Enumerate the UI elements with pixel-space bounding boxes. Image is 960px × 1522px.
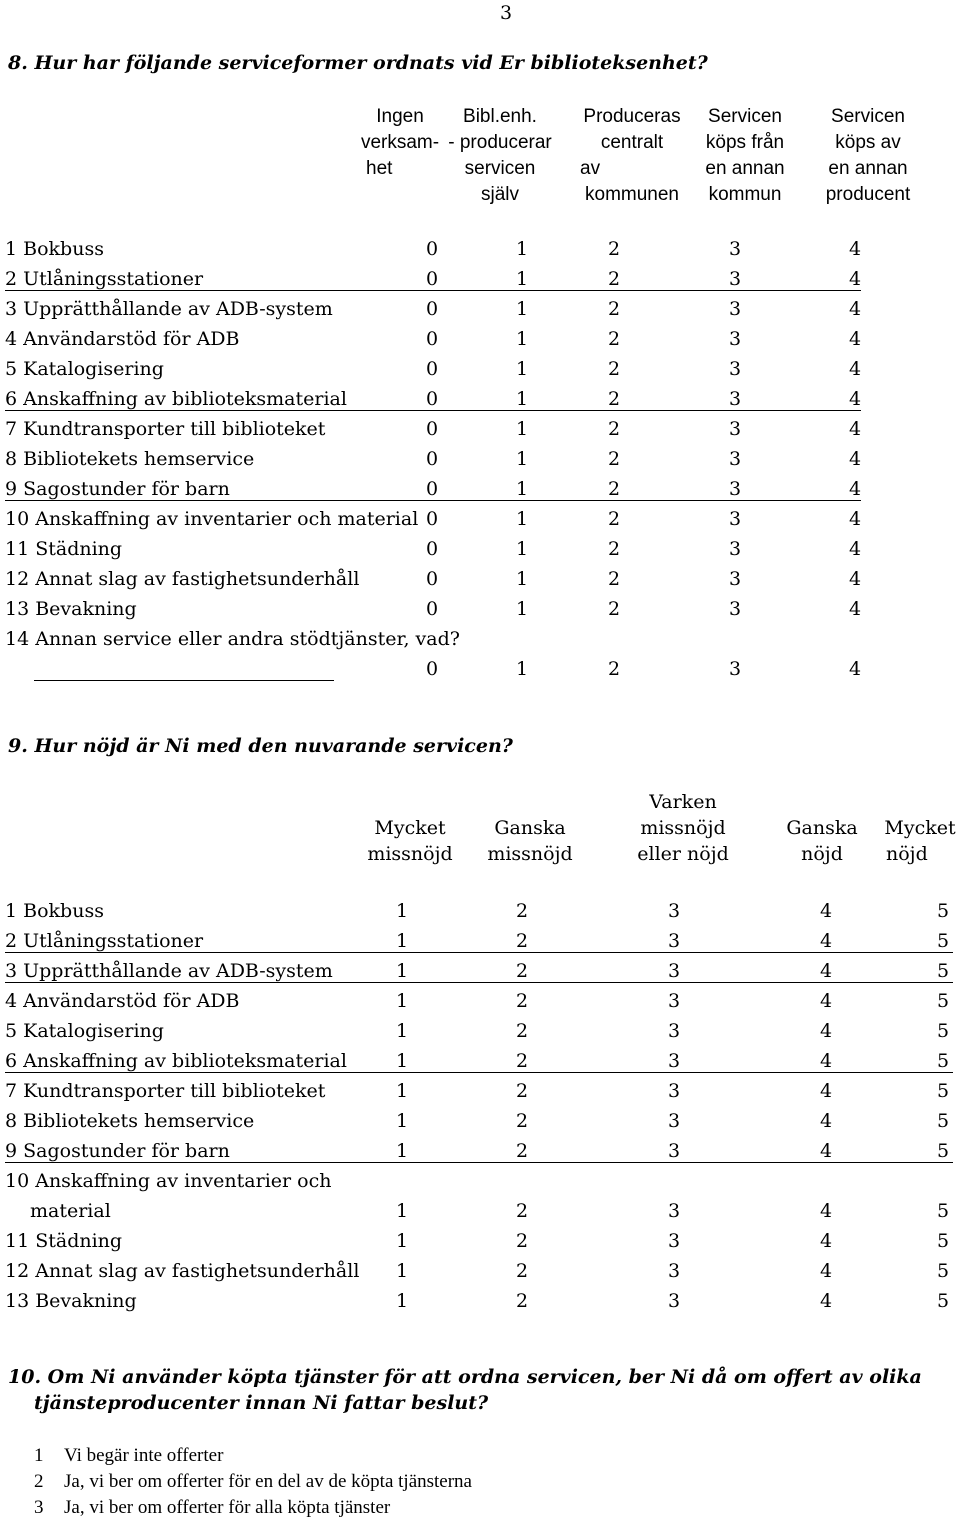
q9-option-2[interactable]: 2 bbox=[515, 930, 529, 952]
q9-option-1[interactable]: 1 bbox=[395, 1050, 409, 1072]
q9-option-4[interactable]: 4 bbox=[819, 930, 833, 952]
q9-row-label: 6 Anskaffning av biblioteksmaterial bbox=[5, 1050, 347, 1072]
q8-option-0[interactable]: 0 bbox=[425, 268, 439, 290]
q8-option-2[interactable]: 2 bbox=[607, 268, 621, 290]
q8-option-3[interactable]: 3 bbox=[728, 568, 742, 590]
q8-option-4[interactable]: 4 bbox=[848, 238, 862, 260]
q9-option-5[interactable]: 5 bbox=[936, 1020, 950, 1042]
q9-option-1[interactable]: 1 bbox=[395, 1230, 409, 1252]
q9-col-header-1: Ganska missnöjd bbox=[487, 817, 573, 865]
q8-option-3[interactable]: 3 bbox=[728, 268, 742, 290]
q8-option-4[interactable]: 4 bbox=[848, 358, 862, 380]
q8-option-0[interactable]: 0 bbox=[425, 388, 439, 410]
q8-option-3[interactable]: 3 bbox=[728, 328, 742, 350]
q9-option-2[interactable]: 2 bbox=[515, 990, 529, 1012]
q8-option-4[interactable]: 4 bbox=[848, 538, 862, 560]
q9-option-4[interactable]: 4 bbox=[819, 960, 833, 982]
q8-option-4[interactable]: 4 bbox=[848, 658, 862, 680]
row-underline bbox=[5, 500, 861, 501]
q8-option-1[interactable]: 1 bbox=[515, 568, 529, 590]
q9-row-label: 7 Kundtransporter till biblioteket bbox=[5, 1080, 326, 1102]
q9-option-5[interactable]: 5 bbox=[936, 900, 950, 922]
q9-row-label: 1 Bokbuss bbox=[5, 900, 104, 922]
q9-option-5[interactable]: 5 bbox=[936, 960, 950, 982]
q9-option-1[interactable]: 1 bbox=[395, 1290, 409, 1312]
q9-option-4[interactable]: 4 bbox=[819, 1020, 833, 1042]
q9-option-1[interactable]: 1 bbox=[395, 1260, 409, 1282]
q9-row-label: 10 Anskaffning av inventarier och bbox=[5, 1170, 332, 1192]
q8-option-2[interactable]: 2 bbox=[607, 388, 621, 410]
q8-row-label: 10 Anskaffning av inventarier och material bbox=[5, 508, 419, 530]
q9-option-1[interactable]: 1 bbox=[395, 930, 409, 952]
q8-option-4[interactable]: 4 bbox=[848, 418, 862, 440]
q8-option-1[interactable]: 1 bbox=[515, 298, 529, 320]
q9-row-label: 12 Annat slag av fastighetsunderhåll bbox=[5, 1260, 360, 1282]
q9-option-5[interactable]: 5 bbox=[936, 930, 950, 952]
q9-option-4[interactable]: 4 bbox=[819, 1080, 833, 1102]
q9-option-1[interactable]: 1 bbox=[395, 1110, 409, 1132]
q9-option-5[interactable]: 5 bbox=[936, 1050, 950, 1072]
q9-option-5[interactable]: 5 bbox=[936, 1230, 950, 1252]
q8-option-3[interactable]: 3 bbox=[728, 238, 742, 260]
row-underline bbox=[5, 410, 861, 411]
q9-option-3[interactable]: 3 bbox=[667, 1050, 681, 1072]
q8-option-1[interactable]: 1 bbox=[515, 598, 529, 620]
q9-row-label: material bbox=[30, 1200, 111, 1222]
q9-option-2[interactable]: 2 bbox=[515, 1200, 529, 1222]
q8-option-2[interactable]: 2 bbox=[607, 238, 621, 260]
q8-option-1[interactable]: 1 bbox=[515, 418, 529, 440]
q8-option-3[interactable]: 3 bbox=[728, 418, 742, 440]
q8-row-label: 4 Användarstöd för ADB bbox=[5, 328, 240, 350]
q8-option-2[interactable]: 2 bbox=[607, 298, 621, 320]
q8-option-0[interactable]: 0 bbox=[425, 328, 439, 350]
q8-option-0[interactable]: 0 bbox=[425, 448, 439, 470]
page-number: 3 bbox=[500, 2, 513, 24]
q8-option-2[interactable]: 2 bbox=[607, 448, 621, 470]
q8-option-1[interactable]: 1 bbox=[515, 448, 529, 470]
q9-row-label: 4 Användarstöd för ADB bbox=[5, 990, 240, 1012]
q8-option-2[interactable]: 2 bbox=[607, 478, 621, 500]
q9-option-4[interactable]: 4 bbox=[819, 1290, 833, 1312]
q9-row-label: 13 Bevakning bbox=[5, 1290, 137, 1312]
q8-col-header-1: Bibl.enh. - producerar servicen själv bbox=[448, 106, 552, 205]
q9-option-2[interactable]: 2 bbox=[515, 1020, 529, 1042]
q8-option-4[interactable]: 4 bbox=[848, 568, 862, 590]
q8-option-2[interactable]: 2 bbox=[607, 658, 621, 680]
q9-option-4[interactable]: 4 bbox=[819, 1140, 833, 1162]
q9-option-2[interactable]: 2 bbox=[515, 1260, 529, 1282]
q8-option-0[interactable]: 0 bbox=[425, 658, 439, 680]
q9-col-header-2: Varken missnöjd eller nöjd bbox=[637, 791, 729, 865]
q8-col-header-4: Servicen köps av en annan producent bbox=[825, 106, 911, 205]
q8-row-label: 7 Kundtransporter till biblioteket bbox=[5, 418, 326, 440]
q8-col-header-2: Produceras centralt av kommunen bbox=[580, 106, 681, 205]
q8-option-4[interactable]: 4 bbox=[848, 268, 862, 290]
q8-option-4[interactable]: 4 bbox=[848, 298, 862, 320]
q8-row-label: 6 Anskaffning av biblioteksmaterial bbox=[5, 388, 347, 410]
q8-option-2[interactable]: 2 bbox=[607, 418, 621, 440]
q9-row-label: 3 Upprätthållande av ADB-system bbox=[5, 960, 333, 982]
q9-option-3[interactable]: 3 bbox=[667, 1290, 681, 1312]
q9-option-4[interactable]: 4 bbox=[819, 1110, 833, 1132]
q9-option-2[interactable]: 2 bbox=[515, 1080, 529, 1102]
q8-option-4[interactable]: 4 bbox=[848, 598, 862, 620]
q8-option-2[interactable]: 2 bbox=[607, 508, 621, 530]
q9-option-3[interactable]: 3 bbox=[667, 1200, 681, 1222]
q9-option-4[interactable]: 4 bbox=[819, 1050, 833, 1072]
q9-option-5[interactable]: 5 bbox=[936, 1290, 950, 1312]
q8-option-3[interactable]: 3 bbox=[728, 538, 742, 560]
q8-option-3[interactable]: 3 bbox=[728, 358, 742, 380]
q9-option-4[interactable]: 4 bbox=[819, 900, 833, 922]
q9-title: 9. Hur nöjd är Ni med den nuvarande servicen? bbox=[8, 735, 513, 757]
q8-option-3[interactable]: 3 bbox=[728, 658, 742, 680]
q8-row-label: 8 Bibliotekets hemservice bbox=[5, 448, 255, 470]
q9-option-4[interactable]: 4 bbox=[819, 1230, 833, 1252]
q9-col-header-0: Mycket missnöjd bbox=[367, 817, 453, 865]
q8-row-label: 1 Bokbuss bbox=[5, 238, 104, 260]
q9-option-5[interactable]: 5 bbox=[936, 990, 950, 1012]
q9-option-3[interactable]: 3 bbox=[667, 960, 681, 982]
q8-option-0[interactable]: 0 bbox=[425, 358, 439, 380]
q8-option-0[interactable]: 0 bbox=[425, 298, 439, 320]
q9-option-2[interactable]: 2 bbox=[515, 1230, 529, 1252]
q9-option-1[interactable]: 1 bbox=[395, 1200, 409, 1222]
q10-title-line2: tjänsteproducenter innan Ni fattar beslut? bbox=[34, 1392, 489, 1414]
row-underline bbox=[5, 1162, 953, 1163]
q9-row-label: 11 Städning bbox=[5, 1230, 123, 1252]
q9-option-2[interactable]: 2 bbox=[515, 1110, 529, 1132]
q8-option-0[interactable]: 0 bbox=[425, 568, 439, 590]
q9-option-5[interactable]: 5 bbox=[936, 1080, 950, 1102]
q9-option-2[interactable]: 2 bbox=[515, 900, 529, 922]
q9-option-1[interactable]: 1 bbox=[395, 900, 409, 922]
q8-option-1[interactable]: 1 bbox=[515, 658, 529, 680]
row-underline bbox=[5, 982, 953, 983]
q8-row-label: 3 Upprätthållande av ADB-system bbox=[5, 298, 333, 320]
q9-option-3[interactable]: 3 bbox=[667, 1110, 681, 1132]
q9-option-2[interactable]: 2 bbox=[515, 1050, 529, 1072]
q8-option-4[interactable]: 4 bbox=[848, 388, 862, 410]
q10-choice-text: Ja, vi ber om offerter för alla köpta tjänster bbox=[64, 1497, 391, 1518]
q10-choice-number[interactable]: 2 bbox=[34, 1471, 44, 1492]
q8-option-4[interactable]: 4 bbox=[848, 508, 862, 530]
q9-option-4[interactable]: 4 bbox=[819, 990, 833, 1012]
q9-option-4[interactable]: 4 bbox=[819, 1200, 833, 1222]
row-underline bbox=[5, 1072, 953, 1073]
q8-option-3[interactable]: 3 bbox=[728, 298, 742, 320]
q10-choice-number[interactable]: 1 bbox=[34, 1445, 44, 1466]
q9-option-3[interactable]: 3 bbox=[667, 1140, 681, 1162]
q8-row-label: 12 Annat slag av fastighetsunderhåll bbox=[5, 568, 360, 590]
q8-option-1[interactable]: 1 bbox=[515, 478, 529, 500]
q8-option-1[interactable]: 1 bbox=[515, 268, 529, 290]
q8-option-0[interactable]: 0 bbox=[425, 418, 439, 440]
q8-row-label: 9 Sagostunder för barn bbox=[5, 478, 230, 500]
q8-option-2[interactable]: 2 bbox=[607, 538, 621, 560]
q9-option-3[interactable]: 3 bbox=[667, 1260, 681, 1282]
q8-option-1[interactable]: 1 bbox=[515, 508, 529, 530]
q8-option-1[interactable]: 1 bbox=[515, 328, 529, 350]
q8-option-4[interactable]: 4 bbox=[848, 328, 862, 350]
q8-option-2[interactable]: 2 bbox=[607, 598, 621, 620]
q8-option-1[interactable]: 1 bbox=[515, 538, 529, 560]
q9-option-3[interactable]: 3 bbox=[667, 930, 681, 952]
q9-option-1[interactable]: 1 bbox=[395, 1020, 409, 1042]
q9-option-3[interactable]: 3 bbox=[667, 990, 681, 1012]
q8-option-1[interactable]: 1 bbox=[515, 238, 529, 260]
q8-option-0[interactable]: 0 bbox=[425, 478, 439, 500]
q9-row-label: 9 Sagostunder för barn bbox=[5, 1140, 230, 1162]
q9-col-header-3: Ganska nöjd bbox=[786, 817, 858, 865]
q9-option-3[interactable]: 3 bbox=[667, 1080, 681, 1102]
q9-option-5[interactable]: 5 bbox=[936, 1140, 950, 1162]
q8-option-3[interactable]: 3 bbox=[728, 508, 742, 530]
q10-title-line1: 10. Om Ni använder köpta tjänster för att ordna servicen, ber Ni då om offert av olika bbox=[8, 1366, 922, 1388]
q9-row-label: 2 Utlåningsstationer bbox=[5, 930, 204, 952]
q8-option-3[interactable]: 3 bbox=[728, 598, 742, 620]
row-underline bbox=[5, 952, 953, 953]
q9-option-1[interactable]: 1 bbox=[395, 960, 409, 982]
q8-other-service-input[interactable] bbox=[34, 680, 334, 681]
q8-title: 8. Hur har följande serviceformer ordnats vid Er biblioteksenhet? bbox=[8, 52, 708, 74]
q8-option-1[interactable]: 1 bbox=[515, 388, 529, 410]
q9-option-1[interactable]: 1 bbox=[395, 1140, 409, 1162]
q9-option-3[interactable]: 3 bbox=[667, 1230, 681, 1252]
q8-row-label: 13 Bevakning bbox=[5, 598, 137, 620]
q9-option-3[interactable]: 3 bbox=[667, 1020, 681, 1042]
q8-option-0[interactable]: 0 bbox=[425, 508, 439, 530]
q8-option-4[interactable]: 4 bbox=[848, 478, 862, 500]
q8-option-2[interactable]: 2 bbox=[607, 568, 621, 590]
q8-option-0[interactable]: 0 bbox=[425, 538, 439, 560]
q9-option-1[interactable]: 1 bbox=[395, 990, 409, 1012]
q9-option-4[interactable]: 4 bbox=[819, 1260, 833, 1282]
q9-option-2[interactable]: 2 bbox=[515, 1290, 529, 1312]
q9-option-5[interactable]: 5 bbox=[936, 1200, 950, 1222]
q8-col-header-3: Servicen köps från en annan kommun bbox=[705, 106, 785, 205]
q8-row-label: 11 Städning bbox=[5, 538, 123, 560]
q9-option-2[interactable]: 2 bbox=[515, 960, 529, 982]
q9-option-5[interactable]: 5 bbox=[936, 1260, 950, 1282]
q9-option-2[interactable]: 2 bbox=[515, 1140, 529, 1162]
q8-option-1[interactable]: 1 bbox=[515, 358, 529, 380]
q8-row-label: 2 Utlåningsstationer bbox=[5, 268, 204, 290]
q8-option-0[interactable]: 0 bbox=[425, 598, 439, 620]
q8-row-label: 14 Annan service eller andra stödtjänster, vad? bbox=[5, 628, 460, 650]
q8-option-2[interactable]: 2 bbox=[607, 328, 621, 350]
q9-option-5[interactable]: 5 bbox=[936, 1110, 950, 1132]
q8-option-4[interactable]: 4 bbox=[848, 448, 862, 470]
q10-choice-text: Ja, vi ber om offerter för en del av de köpta tjänsterna bbox=[64, 1471, 472, 1492]
row-underline bbox=[5, 290, 861, 291]
q9-row-label: 8 Bibliotekets hemservice bbox=[5, 1110, 255, 1132]
q9-option-3[interactable]: 3 bbox=[667, 900, 681, 922]
q9-col-header-4: Mycket nöjd bbox=[884, 817, 956, 865]
q9-option-1[interactable]: 1 bbox=[395, 1080, 409, 1102]
q8-option-3[interactable]: 3 bbox=[728, 478, 742, 500]
q8-option-3[interactable]: 3 bbox=[728, 388, 742, 410]
q10-choice-text: Vi begär inte offerter bbox=[64, 1445, 224, 1466]
q8-option-0[interactable]: 0 bbox=[425, 238, 439, 260]
q9-row-label: 5 Katalogisering bbox=[5, 1020, 164, 1042]
q8-option-3[interactable]: 3 bbox=[728, 448, 742, 470]
q8-row-label: 5 Katalogisering bbox=[5, 358, 164, 380]
q10-choice-number[interactable]: 3 bbox=[34, 1497, 44, 1518]
q8-option-2[interactable]: 2 bbox=[607, 358, 621, 380]
q8-col-header-0: Ingen verksam- het bbox=[360, 106, 440, 179]
